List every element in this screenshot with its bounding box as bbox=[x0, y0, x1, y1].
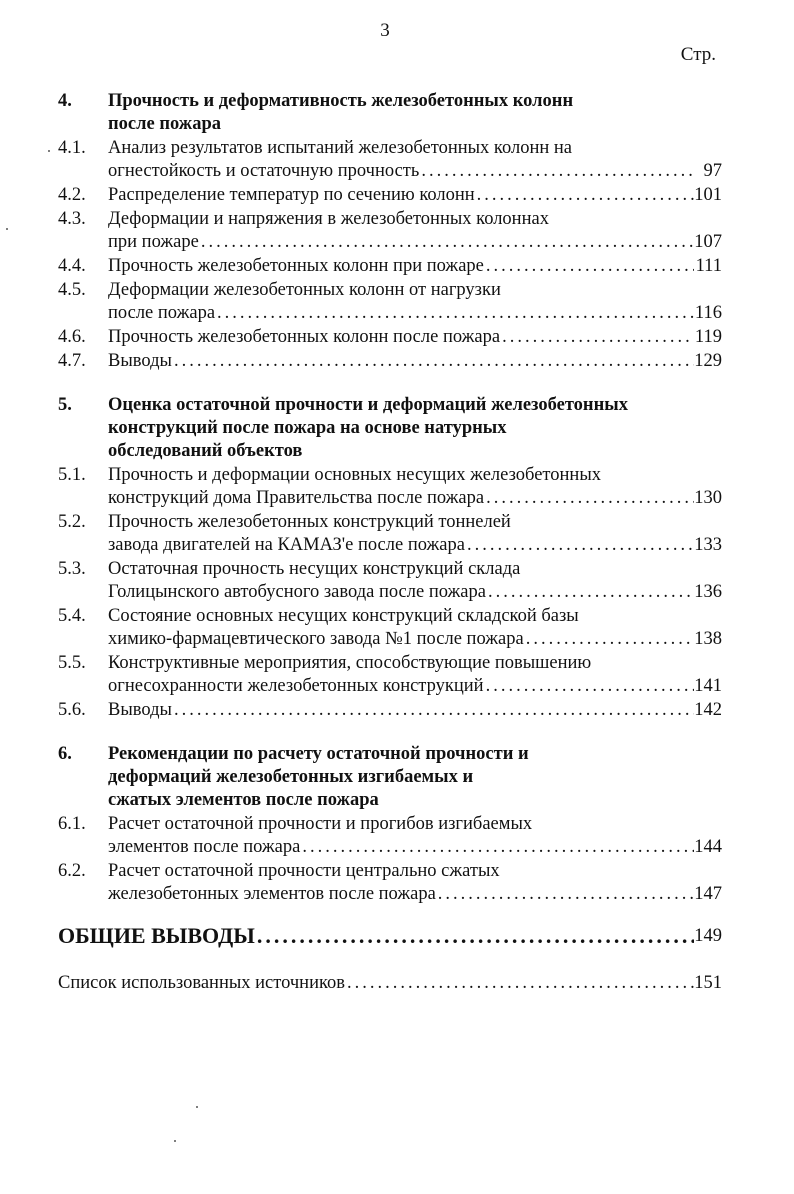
item-title-line: Остаточная прочность несущих конструкций склада bbox=[108, 559, 521, 579]
item-title bbox=[108, 208, 722, 254]
item-title bbox=[108, 558, 722, 604]
leader-dots bbox=[215, 302, 694, 325]
scan-speck bbox=[48, 150, 50, 152]
item-title-line: Конструктивные мероприятия, способствующие повышению bbox=[108, 653, 592, 673]
toc-sections bbox=[58, 90, 722, 906]
toc-item[interactable] bbox=[58, 605, 722, 651]
toc-item[interactable] bbox=[58, 208, 722, 254]
leader-dots bbox=[484, 675, 694, 698]
item-page-number: 107 bbox=[694, 232, 722, 252]
section-number: 4. bbox=[58, 91, 72, 111]
toc-item[interactable] bbox=[58, 813, 722, 859]
item-page-number: 136 bbox=[694, 582, 722, 602]
toc-item[interactable] bbox=[58, 860, 722, 906]
item-title bbox=[108, 255, 722, 278]
item-title bbox=[108, 699, 722, 722]
item-title bbox=[108, 279, 722, 325]
section-heading[interactable] bbox=[58, 743, 722, 812]
item-title bbox=[108, 184, 722, 207]
item-page-number: 116 bbox=[694, 303, 722, 323]
item-title-text: железобетонных элементов после пожара bbox=[108, 884, 436, 904]
item-title-line: Деформации железобетонных колонн от нагрузки bbox=[108, 280, 501, 300]
scan-speck bbox=[6, 228, 8, 230]
item-title-text: огнесохранности железобетонных конструкций bbox=[108, 676, 484, 696]
leader-dots bbox=[484, 255, 694, 278]
item-page-number: 133 bbox=[694, 535, 722, 555]
section-heading[interactable] bbox=[58, 394, 722, 463]
leader-dots bbox=[255, 922, 694, 950]
page-number: 3 bbox=[380, 20, 390, 41]
section-title bbox=[108, 394, 722, 463]
item-number: 4.2. bbox=[58, 185, 86, 205]
leader-dots bbox=[500, 326, 694, 349]
section-heading[interactable] bbox=[58, 90, 722, 136]
item-number: 6.2. bbox=[58, 861, 86, 881]
leader-dots bbox=[436, 883, 694, 906]
item-title-last-line bbox=[108, 160, 722, 183]
general-conclusions-entry[interactable] bbox=[58, 922, 722, 950]
references-title: Список использованных источников bbox=[58, 973, 346, 993]
general-conclusions-page: 149 bbox=[694, 926, 722, 946]
item-title bbox=[108, 137, 722, 183]
toc-item[interactable] bbox=[58, 326, 722, 349]
section-title-line: сжатых элементов после пожара bbox=[108, 790, 379, 810]
toc-item[interactable] bbox=[58, 511, 722, 557]
section-title-line: после пожара bbox=[108, 114, 221, 134]
item-title bbox=[108, 464, 722, 510]
item-page-number: 129 bbox=[694, 351, 722, 371]
section-spacer bbox=[58, 723, 722, 743]
leader-dots bbox=[486, 581, 694, 604]
item-title-text: Выводы bbox=[108, 351, 172, 371]
item-title-last-line bbox=[108, 350, 722, 373]
item-page-number: 97 bbox=[703, 161, 722, 181]
page-column-label: Стр. bbox=[680, 44, 716, 65]
section-title-line: Оценка остаточной прочности и деформаций железобетонных bbox=[108, 395, 628, 415]
item-title-text: Выводы bbox=[108, 700, 172, 720]
item-title-last-line bbox=[108, 534, 722, 557]
item-number: 4.5. bbox=[58, 280, 86, 300]
toc-item[interactable] bbox=[58, 279, 722, 325]
section-title bbox=[108, 743, 722, 812]
item-title-text: после пожара bbox=[108, 303, 216, 323]
leader-dots bbox=[199, 231, 694, 254]
item-title-line: Расчет остаточной прочности и прогибов изгибаемых bbox=[108, 814, 533, 834]
leader-dots bbox=[172, 699, 694, 722]
section-title-line: деформаций железобетонных изгибаемых и bbox=[108, 767, 474, 787]
toc-item[interactable] bbox=[58, 464, 722, 510]
item-number: 6.1. bbox=[58, 814, 86, 834]
item-page-number: 130 bbox=[694, 488, 722, 508]
toc-item[interactable] bbox=[58, 137, 722, 183]
leader-dots bbox=[475, 184, 694, 207]
item-title bbox=[108, 511, 722, 557]
item-title-text: Прочность железобетонных колонн после пожара bbox=[108, 327, 501, 347]
item-title-last-line bbox=[108, 184, 722, 207]
toc-item[interactable] bbox=[58, 350, 722, 373]
item-number: 5.1. bbox=[58, 465, 86, 485]
leader-dots bbox=[300, 836, 694, 859]
item-number: 5.6. bbox=[58, 700, 86, 720]
item-title bbox=[108, 605, 722, 651]
toc-item[interactable] bbox=[58, 699, 722, 722]
item-title-text: конструкций дома Правительства после пожара bbox=[108, 488, 485, 508]
item-title bbox=[108, 860, 722, 906]
toc-item[interactable] bbox=[58, 184, 722, 207]
item-title-text: завода двигателей на КАМАЗ'е после пожара bbox=[108, 535, 465, 555]
leader-dots bbox=[345, 972, 694, 995]
item-title-line: Прочность и деформации основных несущих железобетонных bbox=[108, 465, 601, 485]
item-title-line: Деформации и напряжения в железобетонных колоннах bbox=[108, 209, 549, 229]
general-conclusions-title: ОБЩИЕ ВЫВОДЫ bbox=[58, 923, 255, 948]
item-title-last-line bbox=[108, 628, 722, 651]
item-title-last-line bbox=[108, 836, 722, 859]
item-title-line: Прочность железобетонных конструкций тоннелей bbox=[108, 512, 511, 532]
item-page-number: 144 bbox=[694, 837, 722, 857]
item-number: 4.3. bbox=[58, 209, 86, 229]
leader-dots bbox=[419, 160, 694, 183]
section-title-line: Рекомендации по расчету остаточной прочности и bbox=[108, 744, 529, 764]
section-title-line: Прочность и деформативность железобетонных колонн bbox=[108, 91, 574, 111]
leader-dots bbox=[524, 628, 694, 651]
leader-dots bbox=[465, 534, 694, 557]
item-number: 4.4. bbox=[58, 256, 86, 276]
item-title-line: Состояние основных несущих конструкций складской базы bbox=[108, 606, 579, 626]
item-page-number: 147 bbox=[694, 884, 722, 904]
item-title bbox=[108, 652, 722, 698]
item-number: 5.4. bbox=[58, 606, 86, 626]
item-number: 4.6. bbox=[58, 327, 86, 347]
item-page-number: 111 bbox=[695, 256, 722, 276]
item-number: 4.7. bbox=[58, 351, 86, 371]
item-title-text: Голицынского автобусного завода после пожара bbox=[108, 582, 486, 602]
item-title-last-line bbox=[108, 231, 722, 254]
section-number: 5. bbox=[58, 395, 72, 415]
item-title-text: при пожаре bbox=[108, 232, 199, 252]
item-title bbox=[108, 326, 722, 349]
item-title-text: Прочность железобетонных колонн при пожаре bbox=[108, 256, 484, 276]
item-title-last-line bbox=[108, 699, 722, 722]
item-title-text: элементов после пожара bbox=[108, 837, 301, 857]
item-page-number: 138 bbox=[694, 629, 722, 649]
scan-speck bbox=[196, 1106, 198, 1108]
leader-dots bbox=[484, 487, 694, 510]
section-title-line: обследований объектов bbox=[108, 441, 303, 461]
item-number: 5.2. bbox=[58, 512, 86, 532]
item-number: 5.3. bbox=[58, 559, 86, 579]
item-number: 5.5. bbox=[58, 653, 86, 673]
item-page-number: 101 bbox=[694, 185, 722, 205]
item-title-last-line bbox=[108, 675, 722, 698]
item-title bbox=[108, 350, 722, 373]
leader-dots bbox=[172, 350, 694, 373]
references-page: 151 bbox=[694, 973, 722, 993]
item-page-number: 119 bbox=[694, 327, 722, 347]
item-title-last-line bbox=[108, 581, 722, 604]
item-title-last-line bbox=[108, 326, 722, 349]
item-title-last-line bbox=[108, 255, 722, 278]
item-page-number: 141 bbox=[694, 676, 722, 696]
item-title-text: огнестойкость и остаточную прочность bbox=[108, 161, 420, 181]
item-title-line: Расчет остаточной прочности центрально сжатых bbox=[108, 861, 500, 881]
section-spacer bbox=[58, 374, 722, 394]
item-number: 4.1. bbox=[58, 138, 86, 158]
item-title-last-line bbox=[108, 883, 722, 906]
item-title bbox=[108, 813, 722, 859]
table-of-contents bbox=[58, 90, 722, 995]
toc-item[interactable] bbox=[58, 558, 722, 604]
item-title-last-line bbox=[108, 487, 722, 510]
item-page-number: 142 bbox=[694, 700, 722, 720]
toc-item[interactable] bbox=[58, 652, 722, 698]
section-number: 6. bbox=[58, 744, 72, 764]
section-title-line: конструкций после пожара на основе натурных bbox=[108, 418, 507, 438]
references-entry[interactable] bbox=[58, 972, 722, 995]
toc-item[interactable] bbox=[58, 255, 722, 278]
item-title-line: Анализ результатов испытаний железобетонных колонн на bbox=[108, 138, 573, 158]
section-title bbox=[108, 90, 722, 136]
item-title-text: Распределение температур по сечению колонн bbox=[108, 185, 475, 205]
item-title-last-line bbox=[108, 302, 722, 325]
scan-speck bbox=[174, 1140, 176, 1142]
item-title-text: химико-фармацевтического завода №1 после пожара bbox=[108, 629, 524, 649]
